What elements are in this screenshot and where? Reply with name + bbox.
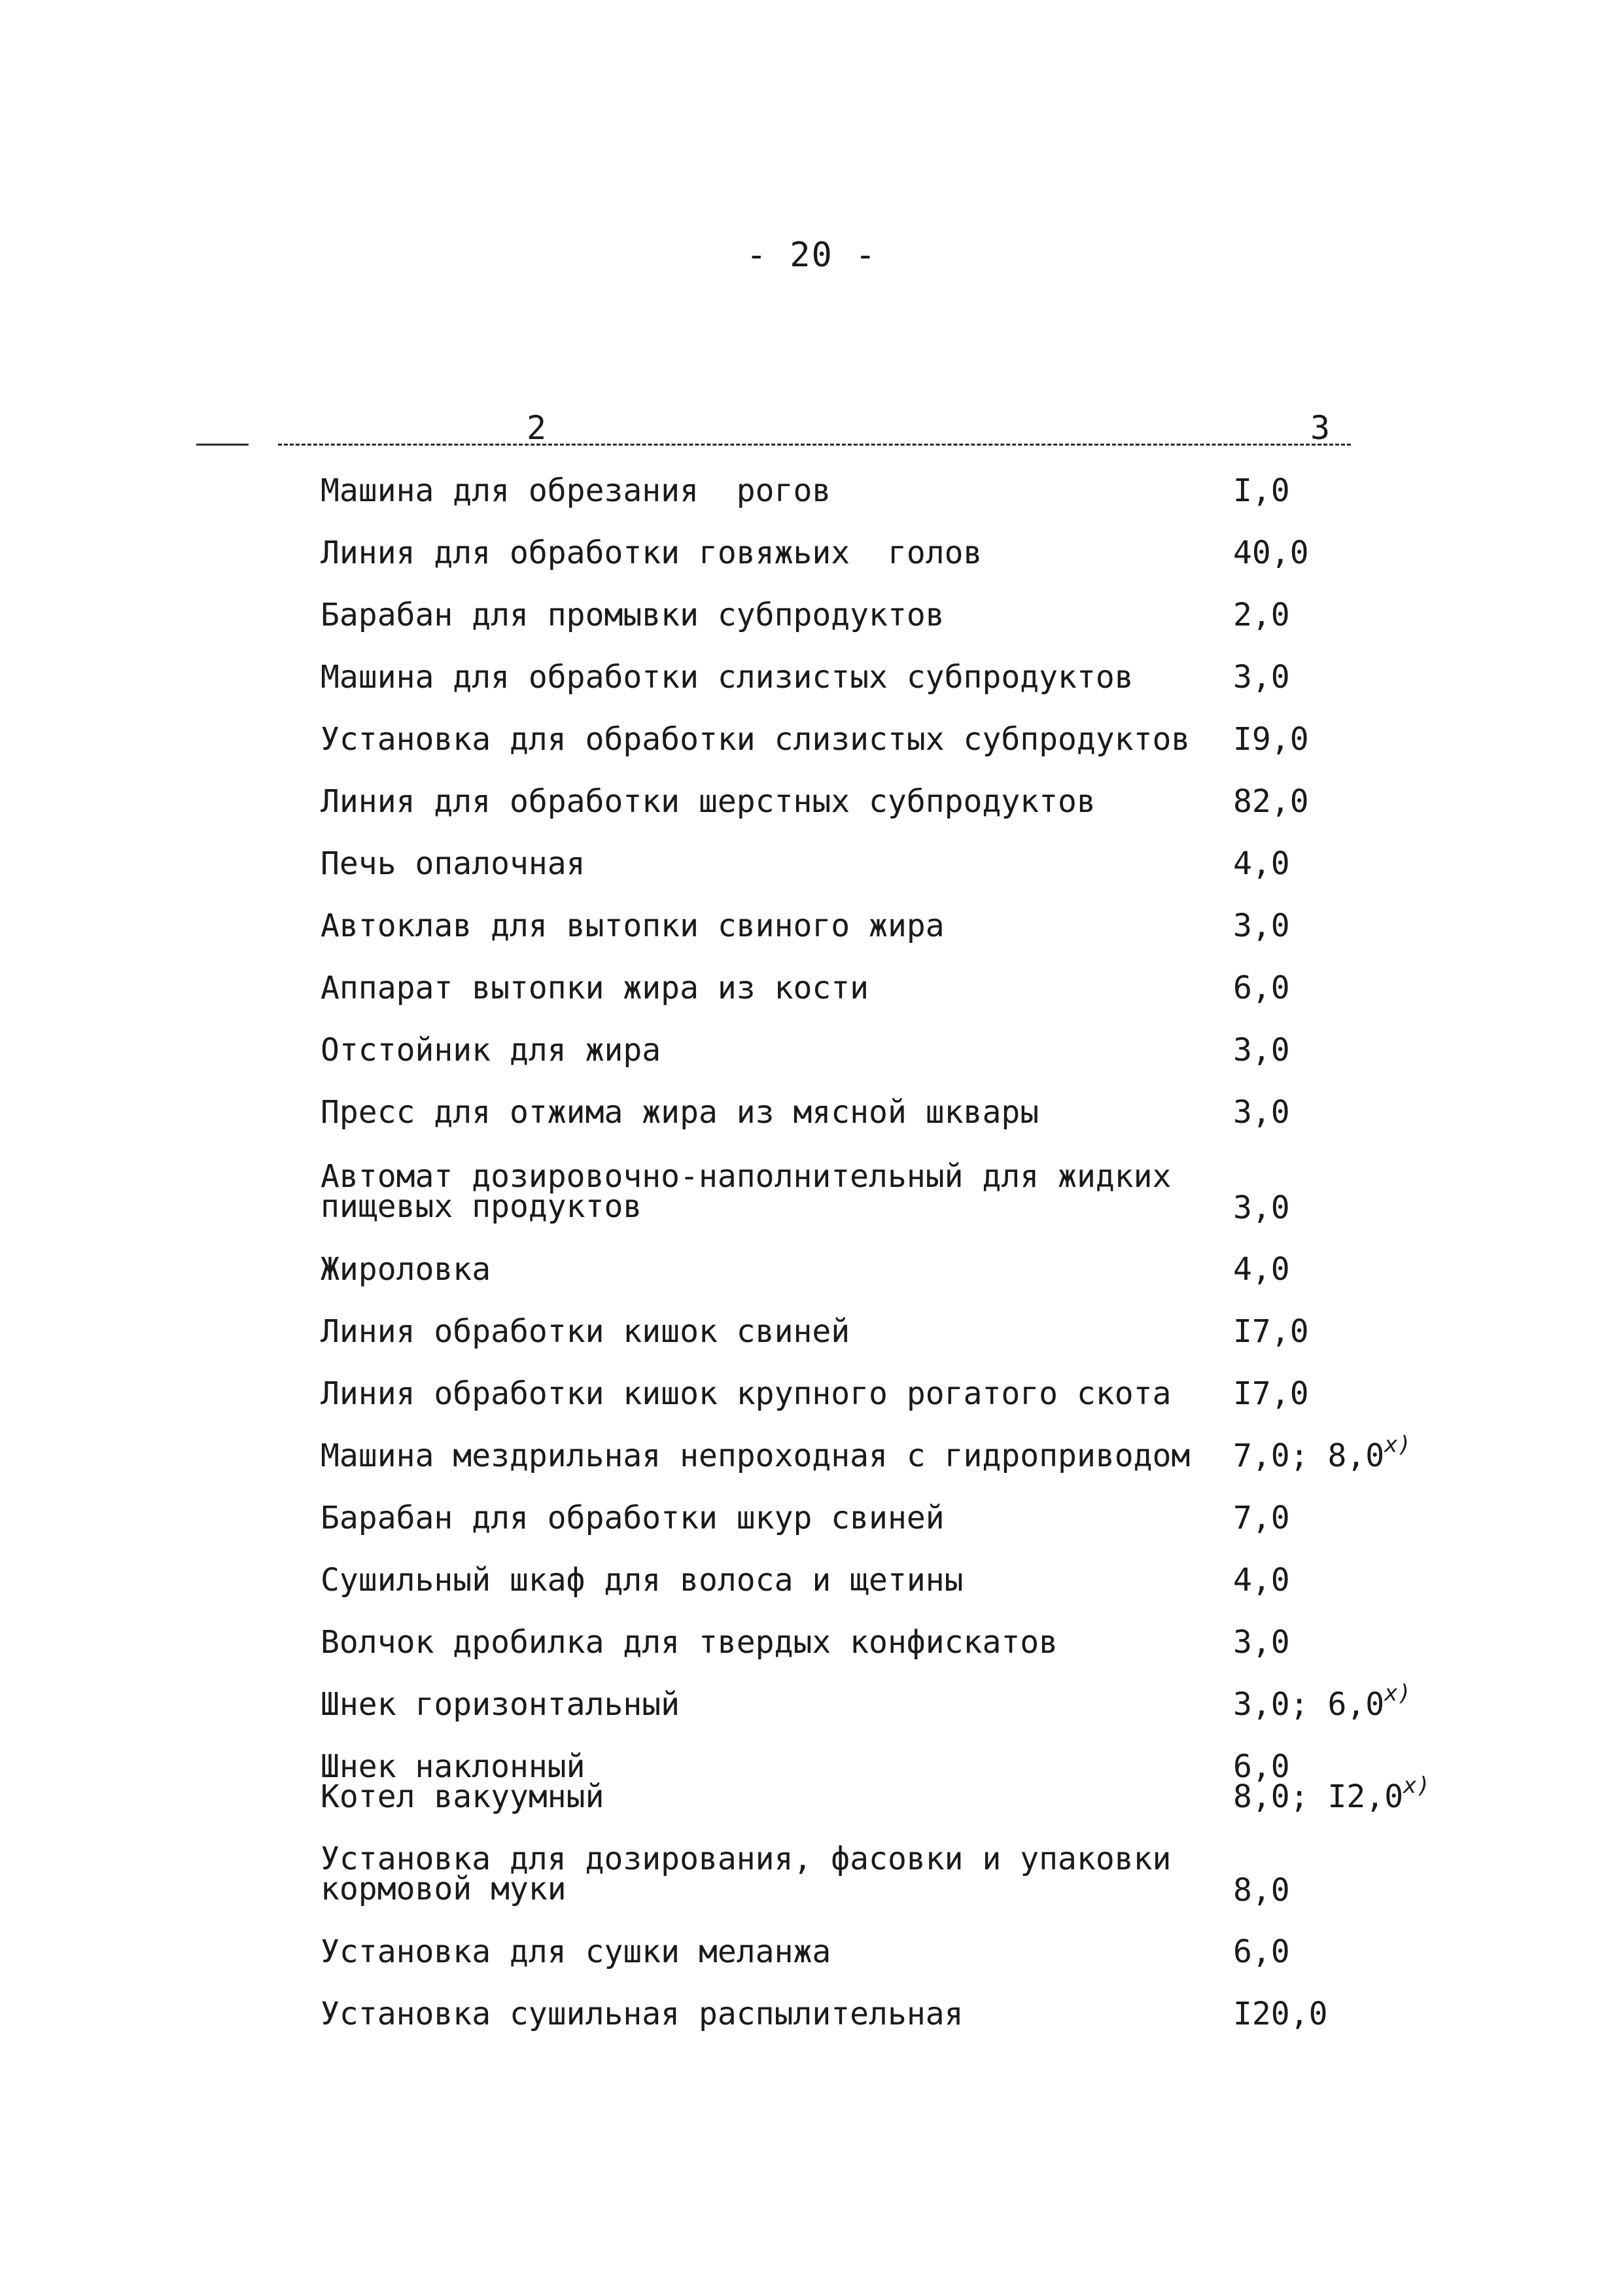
equipment-name: Аппарат вытопки жира из кости bbox=[321, 970, 869, 1006]
equipment-value: 4,0 bbox=[1233, 1562, 1290, 1598]
value-text: 3,0; 6,0 bbox=[1233, 1686, 1385, 1723]
equipment-value bbox=[1233, 1432, 1508, 1475]
equipment-name: Шнек наклонный bbox=[321, 1748, 585, 1785]
equipment-name: Печь опалочная bbox=[321, 845, 585, 882]
equipment-name: Машина для обработки слизистых субпродуктов bbox=[321, 659, 1134, 696]
equipment-name: Автомат дозировочно-наполнительный для жидких пищевых продуктов bbox=[321, 1158, 1172, 1225]
equipment-value: 8,0 bbox=[1233, 1872, 1290, 1909]
column-number-name: 2 bbox=[527, 409, 547, 447]
equipment-name: Котел вакуумный bbox=[321, 1778, 604, 1815]
footnote-mark: x) bbox=[1384, 1680, 1412, 1706]
equipment-name: Машина мездрильная непроходная с гидроприводом bbox=[321, 1438, 1191, 1474]
equipment-value: 6,0 bbox=[1233, 1934, 1290, 1970]
header-rule-left bbox=[196, 444, 249, 446]
equipment-name: Пресс для отжима жира из мясной шквары bbox=[321, 1094, 1039, 1131]
equipment-value bbox=[1233, 1773, 1508, 1816]
equipment-value: 82,0 bbox=[1233, 783, 1309, 820]
equipment-value: 4,0 bbox=[1233, 1251, 1290, 1288]
equipment-value: 7,0 bbox=[1233, 1500, 1290, 1536]
equipment-value: 3,0 bbox=[1233, 1624, 1290, 1661]
equipment-name: Установка для обработки слизистых субпродуктов bbox=[321, 721, 1191, 758]
equipment-name: Линия для обработки говяжьих голов bbox=[321, 535, 983, 571]
equipment-name: Отстойник для жира bbox=[321, 1032, 661, 1069]
equipment-value: I9,0 bbox=[1233, 721, 1309, 758]
equipment-name: Машина для обрезания рогов bbox=[321, 472, 831, 509]
equipment-value: 2,0 bbox=[1233, 597, 1290, 633]
footnote-mark: x) bbox=[1384, 1432, 1412, 1458]
equipment-value: I,0 bbox=[1233, 472, 1290, 509]
equipment-value: 3,0 bbox=[1233, 908, 1290, 944]
value-text: 8,0; I2,0 bbox=[1233, 1778, 1404, 1815]
header-rule bbox=[278, 444, 1351, 446]
page-number: - 20 - bbox=[746, 236, 877, 275]
equipment-name: Шнек горизонтальный bbox=[321, 1686, 680, 1723]
equipment-name: Жироловка bbox=[321, 1251, 491, 1288]
equipment-value: I7,0 bbox=[1233, 1375, 1309, 1412]
equipment-name: Линия для обработки шерстных субпродуктов bbox=[321, 783, 1096, 820]
equipment-name: Линия обработки кишок свиней bbox=[321, 1313, 850, 1350]
table-column-header bbox=[0, 0, 1623, 471]
equipment-value: 4,0 bbox=[1233, 845, 1290, 882]
equipment-value: I20,0 bbox=[1233, 1996, 1328, 2032]
column-number-value: 3 bbox=[1310, 409, 1331, 447]
equipment-name: Установка сушильная распылительная bbox=[321, 1996, 964, 2032]
equipment-name: Барабан для промывки субпродуктов bbox=[321, 597, 945, 633]
value-text: 7,0; 8,0 bbox=[1233, 1438, 1385, 1474]
equipment-name: Установка для сушки меланжа bbox=[321, 1934, 831, 1970]
equipment-value bbox=[1233, 1680, 1508, 1724]
equipment-name: Автоклав для вытопки свиного жира bbox=[321, 908, 945, 944]
footnote-mark: x) bbox=[1403, 1773, 1431, 1799]
equipment-value: 40,0 bbox=[1233, 535, 1309, 571]
equipment-value: I7,0 bbox=[1233, 1313, 1309, 1350]
equipment-value: 3,0 bbox=[1233, 1032, 1290, 1069]
equipment-name: Сушильный шкаф для волоса и щетины bbox=[321, 1562, 964, 1598]
equipment-value: 6,0 bbox=[1233, 970, 1290, 1006]
equipment-value: 3,0 bbox=[1233, 1190, 1290, 1226]
equipment-name: Волчок дробилка для твердых конфискатов bbox=[321, 1624, 1058, 1661]
equipment-name: Барабан для обработки шкур свиней bbox=[321, 1500, 945, 1536]
equipment-value: 3,0 bbox=[1233, 659, 1290, 696]
equipment-value: 6,0 bbox=[1233, 1748, 1290, 1785]
equipment-name: Установка для дозирования, фасовки и упаковки кормовой муки bbox=[321, 1841, 1172, 1907]
equipment-value: 3,0 bbox=[1233, 1094, 1290, 1131]
equipment-name: Линия обработки кишок крупного рогатого скота bbox=[321, 1375, 1172, 1412]
